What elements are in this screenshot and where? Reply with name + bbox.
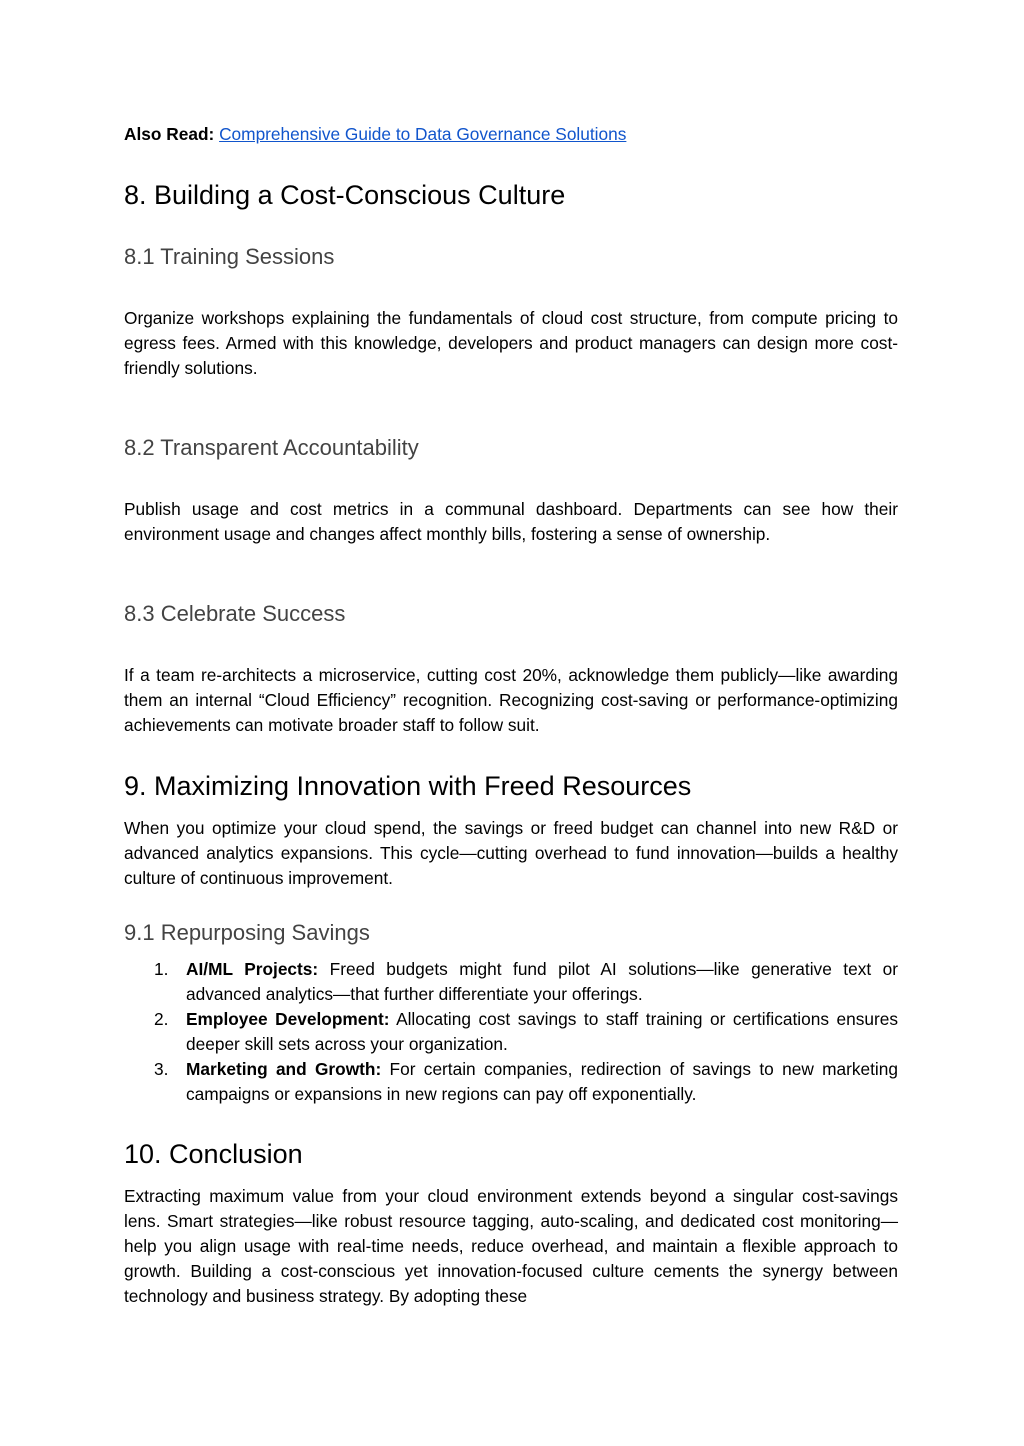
section-8-2-heading: 8.2 Transparent Accountability xyxy=(124,435,419,460)
list-item-number: 3. xyxy=(154,1059,169,1079)
list-item xyxy=(124,957,898,1007)
section-8-1-heading: 8.1 Training Sessions xyxy=(124,244,335,269)
list-item-text: Allocating cost savings to staff training or certifications ensures deeper skill sets across your organization. xyxy=(186,1009,898,1054)
section-8-3-body: If a team re-architects a microservice, cutting cost 20%, acknowledge them publicly—like awarding them an internal “Cloud Efficiency” recognition. Recognizing cost-saving or performance-optimizing achievements can motivate broader staff to follow suit. xyxy=(124,665,898,735)
section-8-1-body: Organize workshops explaining the fundamentals of cloud cost structure, from compute pricing to egress fees. Armed with this knowledge, developers and product managers can design more cost-friendly solutions. xyxy=(124,308,898,378)
also-read-label: Also Read: xyxy=(124,124,215,144)
list-item xyxy=(124,1007,898,1057)
section-8-3-heading: 8.3 Celebrate Success xyxy=(124,601,346,626)
section-9-1-heading: 9.1 Repurposing Savings xyxy=(124,920,370,945)
section-10-heading: 10. Conclusion xyxy=(124,1139,303,1169)
list-item-label: Marketing and Growth: xyxy=(186,1059,382,1079)
repurposing-savings-list xyxy=(124,957,898,1107)
section-9-body: When you optimize your cloud spend, the savings or freed budget can channel into new R&D or advanced analytics expansions. This cycle—cutting overhead to fund innovation—builds a healthy culture of continuous improvement. xyxy=(124,818,898,888)
list-item-text: For certain companies, redirection of savings to new marketing campaigns or expansions in new regions can pay off exponentially. xyxy=(186,1059,898,1104)
list-item-text: Freed budgets might fund pilot AI solutions—like generative text or advanced analytics—that further differentiate your offerings. xyxy=(186,959,898,1004)
section-8-2-body: Publish usage and cost metrics in a communal dashboard. Departments can see how their environment usage and changes affect monthly bills, fostering a sense of ownership. xyxy=(124,499,898,544)
list-item-number: 1. xyxy=(154,959,169,979)
list-item-label: AI/ML Projects: xyxy=(186,959,319,979)
also-read-line xyxy=(124,122,898,147)
section-8-heading: 8. Building a Cost-Conscious Culture xyxy=(124,180,566,210)
list-item-label: Employee Development: xyxy=(186,1009,390,1029)
list-item-number: 2. xyxy=(154,1009,169,1029)
also-read-link[interactable]: Comprehensive Guide to Data Governance Solutions xyxy=(219,124,627,144)
list-item xyxy=(124,1057,898,1107)
section-10-body: Extracting maximum value from your cloud environment extends beyond a singular cost-savings lens. Smart strategies—like robust resource tagging, auto-scaling, and dedicated cost monitoring—help you align usage with real-time needs, reduce overhead, and maintain a flexible approach to growth. Building a cost-conscious yet innovation-focused culture cements the synergy between technology and business strategy. By adopting these xyxy=(124,1186,898,1306)
section-9-heading: 9. Maximizing Innovation with Freed Resources xyxy=(124,771,692,801)
